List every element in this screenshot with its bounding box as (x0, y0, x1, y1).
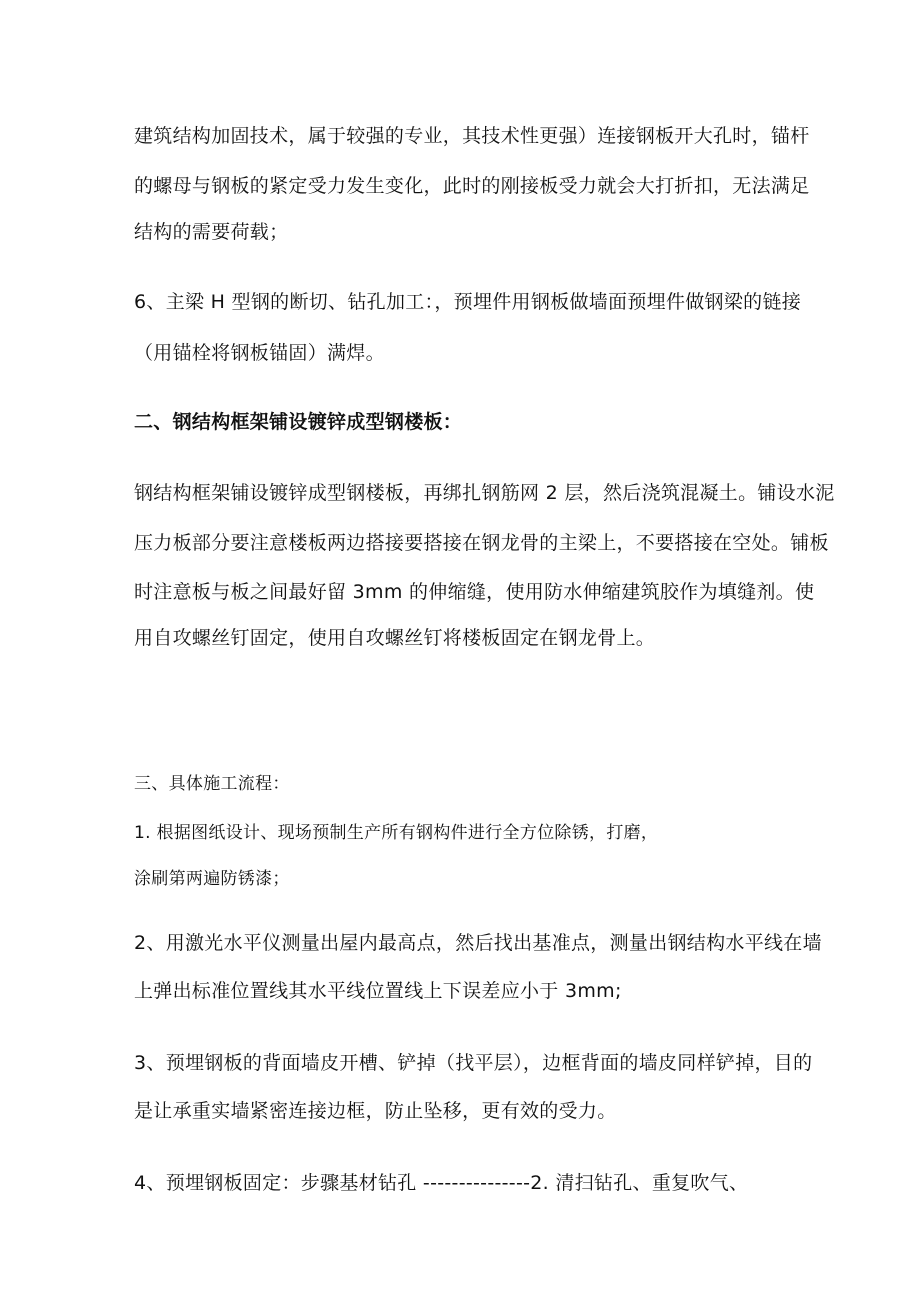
step-1-line: 涂刷第两遍防锈漆； (134, 869, 290, 889)
paragraph-line: 的螺母与钢板的紧定受力发生变化，此时的刚接板受力就会大打折扣，无法满足 (134, 175, 810, 197)
paragraph-line: 结构的需要荷载； (134, 221, 289, 243)
step-2-line: 上弹出标准位置线其水平线位置线上下误差应小于 3mm; (134, 980, 622, 1002)
section-heading-3: 三、具体施工流程： (134, 774, 290, 794)
paragraph-line: 建筑结构加固技术，属于较强的专业，其技术性更强）连接钢板开大孔时，锚杆 (134, 125, 810, 147)
section-heading-2: 二、钢结构框架铺设镀锌成型钢楼板： (134, 411, 463, 433)
step-3-line: 3、预埋钢板的背面墙皮开槽、铲掉（找平层），边框背面的墙皮同样铲掉，目的 (134, 1052, 813, 1074)
section-2-line: 时注意板与板之间最好留 3mm 的伸缩缝，使用防水伸缩建筑胶作为填缝剂。使 (134, 581, 815, 603)
step-1-line: 1. 根据图纸设计、现场预制生产所有钢构件进行全方位除锈，打磨， (134, 823, 659, 843)
section-2-line: 压力板部分要注意楼板两边搭接要搭接在钢龙骨的主梁上，不要搭接在空处。铺板 (134, 532, 829, 554)
step-3-line: 是让承重实墙紧密连接边框，防止坠移，更有效的受力。 (134, 1100, 617, 1122)
step-4-line: 4、预埋钢板固定：步骤基材钻孔 ---------------2. 清扫钻孔、重复吹气、 (134, 1172, 749, 1194)
section-2-line: 钢结构框架铺设镀锌成型钢楼板，再绑扎钢筋网 2 层，然后浇筑混凝土。铺设水泥 (134, 482, 835, 504)
step-2-line: 2、用激光水平仪测量出屋内最高点，然后找出基准点，测量出钢结构水平线在墙 (134, 932, 822, 954)
item-6-line: 6、主梁 H 型钢的断切、钻孔加工：，预埋件用钢板做墙面预埋件做钢梁的链接 (134, 291, 802, 313)
section-2-line: 用自攻螺丝钉固定，使用自攻螺丝钉将楼板固定在钢龙骨上。 (134, 627, 656, 649)
item-6-line: （用锚栓将钢板锚固）满焊。 (134, 342, 385, 364)
